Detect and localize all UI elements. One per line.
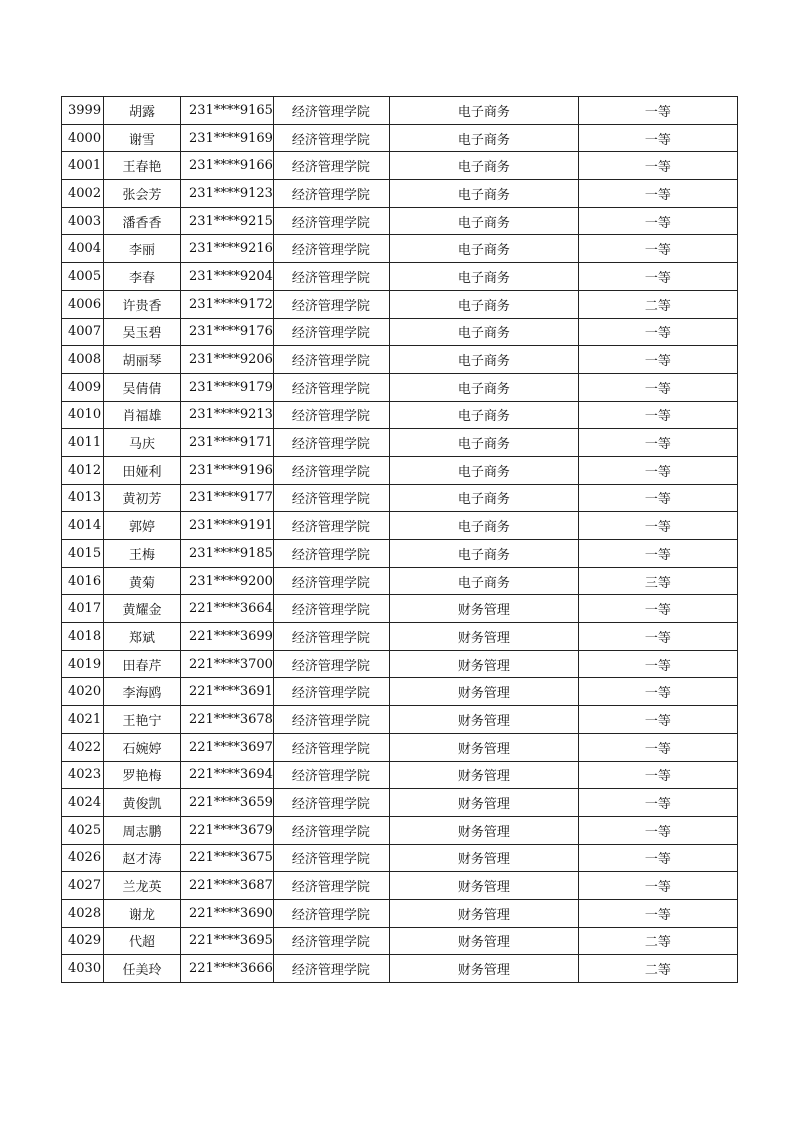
serial-number-cell: 4025	[62, 816, 104, 844]
student-name-cell: 田春芹	[104, 650, 181, 678]
major-cell: 电子商务	[389, 429, 578, 457]
table-row	[62, 152, 738, 180]
college-cell: 经济管理学院	[273, 207, 389, 235]
student-id-cell: 231****9200	[181, 567, 274, 595]
serial-number-cell: 4019	[62, 650, 104, 678]
student-id-cell: 221****3666	[181, 955, 274, 983]
major-cell: 电子商务	[389, 290, 578, 318]
award-grade-cell: 一等	[578, 235, 737, 263]
college-cell: 经济管理学院	[273, 955, 389, 983]
college-cell: 经济管理学院	[273, 678, 389, 706]
table-row	[62, 650, 738, 678]
student-id-cell: 221****3675	[181, 844, 274, 872]
award-grade-cell: 一等	[578, 540, 737, 568]
student-id-cell: 231****9177	[181, 484, 274, 512]
major-cell: 电子商务	[389, 540, 578, 568]
student-name-cell: 吴倩倩	[104, 373, 181, 401]
student-name-cell: 黄菊	[104, 567, 181, 595]
major-cell: 电子商务	[389, 263, 578, 291]
student-id-cell: 221****3659	[181, 789, 274, 817]
student-name-cell: 代超	[104, 927, 181, 955]
table-row	[62, 955, 738, 983]
major-cell: 电子商务	[389, 97, 578, 125]
award-roster-table	[61, 96, 738, 983]
award-grade-cell: 一等	[578, 623, 737, 651]
college-cell: 经济管理学院	[273, 429, 389, 457]
table-row	[62, 263, 738, 291]
roster-body	[62, 97, 738, 983]
student-name-cell: 王梅	[104, 540, 181, 568]
award-grade-cell: 二等	[578, 290, 737, 318]
serial-number-cell: 4012	[62, 456, 104, 484]
student-id-cell: 231****9171	[181, 429, 274, 457]
student-name-cell: 李海鸥	[104, 678, 181, 706]
table-row	[62, 595, 738, 623]
award-grade-cell: 一等	[578, 124, 737, 152]
award-grade-cell: 一等	[578, 733, 737, 761]
college-cell: 经济管理学院	[273, 124, 389, 152]
college-cell: 经济管理学院	[273, 512, 389, 540]
student-name-cell: 李春	[104, 263, 181, 291]
student-name-cell: 罗艳梅	[104, 761, 181, 789]
student-id-cell: 221****3694	[181, 761, 274, 789]
major-cell: 财务管理	[389, 955, 578, 983]
serial-number-cell: 4030	[62, 955, 104, 983]
college-cell: 经济管理学院	[273, 290, 389, 318]
table-row	[62, 346, 738, 374]
college-cell: 经济管理学院	[273, 706, 389, 734]
serial-number-cell: 4021	[62, 706, 104, 734]
serial-number-cell: 4027	[62, 872, 104, 900]
table-row	[62, 540, 738, 568]
serial-number-cell: 4010	[62, 401, 104, 429]
serial-number-cell: 4014	[62, 512, 104, 540]
table-row	[62, 97, 738, 125]
student-id-cell: 221****3687	[181, 872, 274, 900]
major-cell: 电子商务	[389, 124, 578, 152]
student-name-cell: 田娅利	[104, 456, 181, 484]
college-cell: 经济管理学院	[273, 872, 389, 900]
serial-number-cell: 4002	[62, 180, 104, 208]
serial-number-cell: 4003	[62, 207, 104, 235]
student-name-cell: 胡露	[104, 97, 181, 125]
table-row	[62, 235, 738, 263]
student-id-cell: 231****9176	[181, 318, 274, 346]
student-name-cell: 王艳宁	[104, 706, 181, 734]
student-name-cell: 兰龙英	[104, 872, 181, 900]
award-grade-cell: 一等	[578, 595, 737, 623]
college-cell: 经济管理学院	[273, 761, 389, 789]
major-cell: 财务管理	[389, 733, 578, 761]
table-row	[62, 207, 738, 235]
major-cell: 财务管理	[389, 706, 578, 734]
major-cell: 财务管理	[389, 595, 578, 623]
award-grade-cell: 一等	[578, 429, 737, 457]
major-cell: 财务管理	[389, 789, 578, 817]
student-id-cell: 221****3691	[181, 678, 274, 706]
college-cell: 经济管理学院	[273, 733, 389, 761]
award-grade-cell: 二等	[578, 927, 737, 955]
award-grade-cell: 一等	[578, 844, 737, 872]
table-row	[62, 789, 738, 817]
major-cell: 财务管理	[389, 844, 578, 872]
student-id-cell: 231****9196	[181, 456, 274, 484]
serial-number-cell: 4018	[62, 623, 104, 651]
student-name-cell: 肖福雄	[104, 401, 181, 429]
serial-number-cell: 4020	[62, 678, 104, 706]
major-cell: 财务管理	[389, 678, 578, 706]
major-cell: 电子商务	[389, 318, 578, 346]
award-grade-cell: 一等	[578, 706, 737, 734]
student-id-cell: 231****9213	[181, 401, 274, 429]
student-id-cell: 231****9215	[181, 207, 274, 235]
student-name-cell: 潘香香	[104, 207, 181, 235]
college-cell: 经济管理学院	[273, 97, 389, 125]
serial-number-cell: 3999	[62, 97, 104, 125]
major-cell: 电子商务	[389, 180, 578, 208]
table-row	[62, 290, 738, 318]
major-cell: 财务管理	[389, 761, 578, 789]
student-name-cell: 石婉婷	[104, 733, 181, 761]
serial-number-cell: 4001	[62, 152, 104, 180]
serial-number-cell: 4006	[62, 290, 104, 318]
college-cell: 经济管理学院	[273, 484, 389, 512]
serial-number-cell: 4023	[62, 761, 104, 789]
college-cell: 经济管理学院	[273, 816, 389, 844]
student-name-cell: 谢雪	[104, 124, 181, 152]
college-cell: 经济管理学院	[273, 650, 389, 678]
award-grade-cell: 一等	[578, 373, 737, 401]
award-grade-cell: 一等	[578, 346, 737, 374]
table-row	[62, 429, 738, 457]
award-grade-cell: 一等	[578, 872, 737, 900]
student-name-cell: 胡丽琴	[104, 346, 181, 374]
college-cell: 经济管理学院	[273, 373, 389, 401]
student-name-cell: 任美玲	[104, 955, 181, 983]
award-grade-cell: 一等	[578, 484, 737, 512]
table-row	[62, 872, 738, 900]
award-grade-cell: 一等	[578, 789, 737, 817]
table-row	[62, 318, 738, 346]
college-cell: 经济管理学院	[273, 152, 389, 180]
college-cell: 经济管理学院	[273, 235, 389, 263]
major-cell: 电子商务	[389, 484, 578, 512]
serial-number-cell: 4015	[62, 540, 104, 568]
student-name-cell: 马庆	[104, 429, 181, 457]
college-cell: 经济管理学院	[273, 844, 389, 872]
student-name-cell: 周志鹏	[104, 816, 181, 844]
table-row	[62, 456, 738, 484]
college-cell: 经济管理学院	[273, 263, 389, 291]
college-cell: 经济管理学院	[273, 456, 389, 484]
student-id-cell: 231****9166	[181, 152, 274, 180]
student-id-cell: 221****3678	[181, 706, 274, 734]
student-id-cell: 221****3700	[181, 650, 274, 678]
table-row	[62, 180, 738, 208]
table-row	[62, 401, 738, 429]
award-grade-cell: 一等	[578, 401, 737, 429]
student-name-cell: 张会芳	[104, 180, 181, 208]
table-row	[62, 567, 738, 595]
student-name-cell: 谢龙	[104, 899, 181, 927]
major-cell: 财务管理	[389, 899, 578, 927]
student-id-cell: 221****3664	[181, 595, 274, 623]
student-name-cell: 赵才涛	[104, 844, 181, 872]
table-row	[62, 124, 738, 152]
award-grade-cell: 一等	[578, 650, 737, 678]
award-grade-cell: 二等	[578, 955, 737, 983]
major-cell: 电子商务	[389, 373, 578, 401]
table-row	[62, 733, 738, 761]
major-cell: 财务管理	[389, 623, 578, 651]
student-id-cell: 221****3695	[181, 927, 274, 955]
student-name-cell: 王春艳	[104, 152, 181, 180]
student-name-cell: 黄初芳	[104, 484, 181, 512]
award-grade-cell: 三等	[578, 567, 737, 595]
major-cell: 财务管理	[389, 650, 578, 678]
college-cell: 经济管理学院	[273, 927, 389, 955]
college-cell: 经济管理学院	[273, 318, 389, 346]
serial-number-cell: 4028	[62, 899, 104, 927]
college-cell: 经济管理学院	[273, 401, 389, 429]
table-row	[62, 512, 738, 540]
serial-number-cell: 4009	[62, 373, 104, 401]
table-row	[62, 706, 738, 734]
college-cell: 经济管理学院	[273, 595, 389, 623]
serial-number-cell: 4029	[62, 927, 104, 955]
table-row	[62, 678, 738, 706]
serial-number-cell: 4026	[62, 844, 104, 872]
major-cell: 财务管理	[389, 872, 578, 900]
major-cell: 电子商务	[389, 235, 578, 263]
student-id-cell: 221****3690	[181, 899, 274, 927]
award-grade-cell: 一等	[578, 152, 737, 180]
college-cell: 经济管理学院	[273, 540, 389, 568]
serial-number-cell: 4011	[62, 429, 104, 457]
major-cell: 电子商务	[389, 401, 578, 429]
student-name-cell: 郭婷	[104, 512, 181, 540]
major-cell: 电子商务	[389, 456, 578, 484]
college-cell: 经济管理学院	[273, 623, 389, 651]
award-grade-cell: 一等	[578, 180, 737, 208]
award-grade-cell: 一等	[578, 207, 737, 235]
table-row	[62, 844, 738, 872]
student-id-cell: 231****9191	[181, 512, 274, 540]
student-name-cell: 许贵香	[104, 290, 181, 318]
major-cell: 财务管理	[389, 816, 578, 844]
award-grade-cell: 一等	[578, 761, 737, 789]
serial-number-cell: 4013	[62, 484, 104, 512]
major-cell: 财务管理	[389, 927, 578, 955]
serial-number-cell: 4017	[62, 595, 104, 623]
table-row	[62, 623, 738, 651]
college-cell: 经济管理学院	[273, 789, 389, 817]
student-id-cell: 231****9216	[181, 235, 274, 263]
college-cell: 经济管理学院	[273, 899, 389, 927]
student-id-cell: 231****9172	[181, 290, 274, 318]
table-row	[62, 816, 738, 844]
serial-number-cell: 4005	[62, 263, 104, 291]
college-cell: 经济管理学院	[273, 567, 389, 595]
serial-number-cell: 4004	[62, 235, 104, 263]
table-row	[62, 373, 738, 401]
award-grade-cell: 一等	[578, 318, 737, 346]
award-grade-cell: 一等	[578, 899, 737, 927]
major-cell: 电子商务	[389, 152, 578, 180]
award-grade-cell: 一等	[578, 816, 737, 844]
award-grade-cell: 一等	[578, 512, 737, 540]
student-id-cell: 221****3699	[181, 623, 274, 651]
student-id-cell: 231****9179	[181, 373, 274, 401]
serial-number-cell: 4007	[62, 318, 104, 346]
student-name-cell: 黄耀金	[104, 595, 181, 623]
table-row	[62, 927, 738, 955]
student-id-cell: 231****9204	[181, 263, 274, 291]
award-grade-cell: 一等	[578, 678, 737, 706]
student-id-cell: 231****9165	[181, 97, 274, 125]
award-grade-cell: 一等	[578, 263, 737, 291]
student-name-cell: 黄俊凯	[104, 789, 181, 817]
table-row	[62, 761, 738, 789]
student-name-cell: 郑斌	[104, 623, 181, 651]
table-row	[62, 484, 738, 512]
serial-number-cell: 4022	[62, 733, 104, 761]
major-cell: 电子商务	[389, 207, 578, 235]
student-name-cell: 吴玉碧	[104, 318, 181, 346]
student-id-cell: 231****9185	[181, 540, 274, 568]
student-id-cell: 231****9206	[181, 346, 274, 374]
serial-number-cell: 4016	[62, 567, 104, 595]
major-cell: 电子商务	[389, 512, 578, 540]
award-grade-cell: 一等	[578, 456, 737, 484]
serial-number-cell: 4008	[62, 346, 104, 374]
student-id-cell: 231****9123	[181, 180, 274, 208]
major-cell: 电子商务	[389, 567, 578, 595]
student-id-cell: 231****9169	[181, 124, 274, 152]
student-id-cell: 221****3697	[181, 733, 274, 761]
award-grade-cell: 一等	[578, 97, 737, 125]
major-cell: 电子商务	[389, 346, 578, 374]
serial-number-cell: 4000	[62, 124, 104, 152]
college-cell: 经济管理学院	[273, 346, 389, 374]
serial-number-cell: 4024	[62, 789, 104, 817]
college-cell: 经济管理学院	[273, 180, 389, 208]
student-id-cell: 221****3679	[181, 816, 274, 844]
student-name-cell: 李丽	[104, 235, 181, 263]
table-row	[62, 899, 738, 927]
